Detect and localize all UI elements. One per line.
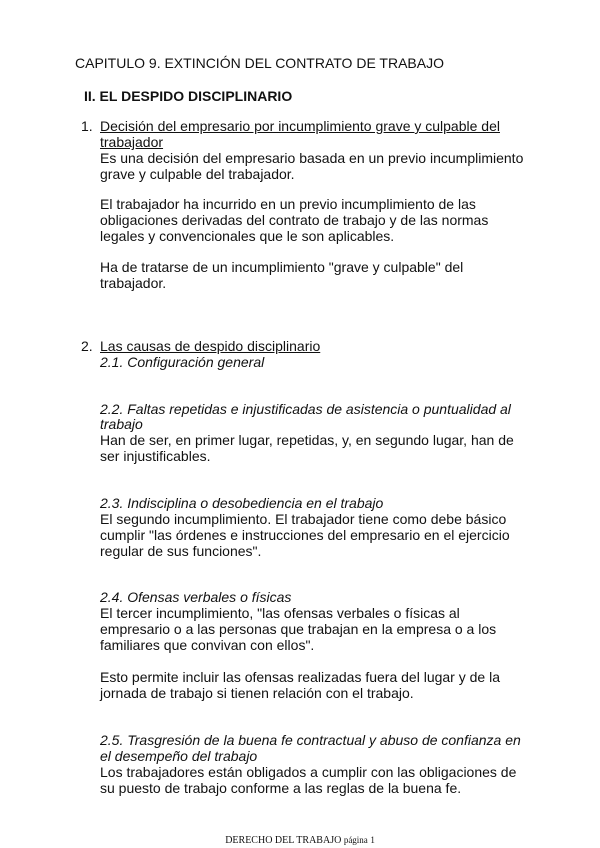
item-2-heading: Las causas de despido disciplinario <box>100 338 321 354</box>
footer-page-number: 1 <box>370 835 375 845</box>
subsection-2-2-text-line2: ser injustificables. <box>100 448 211 464</box>
subsection-2-5-title-line2: el desempeño del trabajo <box>100 748 258 764</box>
item-1-paragraph-3-line2: trabajador. <box>100 275 167 291</box>
subsection-2-4-text2-line1: Esto permite incluir las ofensas realizadas fuera del lugar y de la <box>100 669 500 685</box>
item-1-heading-line1: Decisión del empresario por incumplimiento grave y culpable del <box>100 118 500 134</box>
item-1-heading-line2: trabajador <box>100 134 164 150</box>
footer-label: DERECHO DEL TRABAJO <box>225 835 342 846</box>
subsection-2-5-title-line1: 2.5. Trasgresión de la buena fe contractual y abuso de confianza en <box>100 732 521 748</box>
section-title: II. EL DESPIDO DISCIPLINARIO <box>84 88 293 104</box>
subsection-2-2-text-line1: Han de ser, en primer lugar, repetidas, y, en segundo lugar, han de <box>100 432 514 448</box>
item-1-paragraph-2-line2: obligaciones derivadas del contrato de trabajo y de las normas <box>100 212 489 228</box>
page-footer <box>0 834 600 847</box>
subsection-2-3-text-line1: El segundo incumplimiento. El trabajador tiene como debe básico <box>100 511 507 527</box>
item-1-paragraph-1-line2: grave y culpable del trabajador. <box>100 166 295 182</box>
subsection-2-3-text-line2: cumplir "las órdenes e instrucciones del empresario en el ejercicio <box>100 527 510 543</box>
item-1-number: 1. <box>81 118 93 134</box>
item-1-paragraph-3-line1: Ha de tratarse de un incumplimiento "grave y culpable" del <box>100 259 464 275</box>
subsection-2-4-title: 2.4. Ofensas verbales o físicas <box>100 589 292 605</box>
subsection-2-1-title: 2.1. Configuración general <box>100 354 265 370</box>
subsection-2-4-text-line3: familiares que convivan con ellos". <box>100 637 315 653</box>
subsection-2-5-text-line1: Los trabajadores están obligados a cumplir con las obligaciones de <box>100 764 517 780</box>
subsection-2-3-title: 2.3. Indisciplina o desobediencia en el trabajo <box>100 495 384 511</box>
subsection-2-5-text-line2: su puesto de trabajo conforme a las reglas de la buena fe. <box>100 780 462 796</box>
footer-page-word: página <box>343 835 368 845</box>
subsection-2-4-text2-line2: jornada de trabajo si tienen relación con el trabajo. <box>100 685 414 701</box>
subsection-2-2-title-line1: 2.2. Faltas repetidas e injustificadas de asistencia o puntualidad al <box>100 401 511 417</box>
item-1-paragraph-2-line1: El trabajador ha incurrido en un previo incumplimiento de las <box>100 196 476 212</box>
subsection-2-4-text-line1: El tercer incumplimiento, "las ofensas verbales o físicas al <box>100 605 460 621</box>
item-2-number: 2. <box>81 338 93 354</box>
subsection-2-2-title-line2: trabajo <box>100 416 143 432</box>
item-1-paragraph-2-line3: legales y convencionales que le son aplicables. <box>100 228 395 244</box>
item-1-paragraph-1-line1: Es una decisión del empresario basada en un previo incumplimiento <box>100 150 524 166</box>
subsection-2-3-text-line3: regular de sus funciones". <box>100 543 262 559</box>
subsection-2-4-text-line2: empresario o a las personas que trabajan en la empresa o a los <box>100 621 497 637</box>
chapter-title: CAPITULO 9. EXTINCIÓN DEL CONTRATO DE TRABAJO <box>75 55 444 71</box>
